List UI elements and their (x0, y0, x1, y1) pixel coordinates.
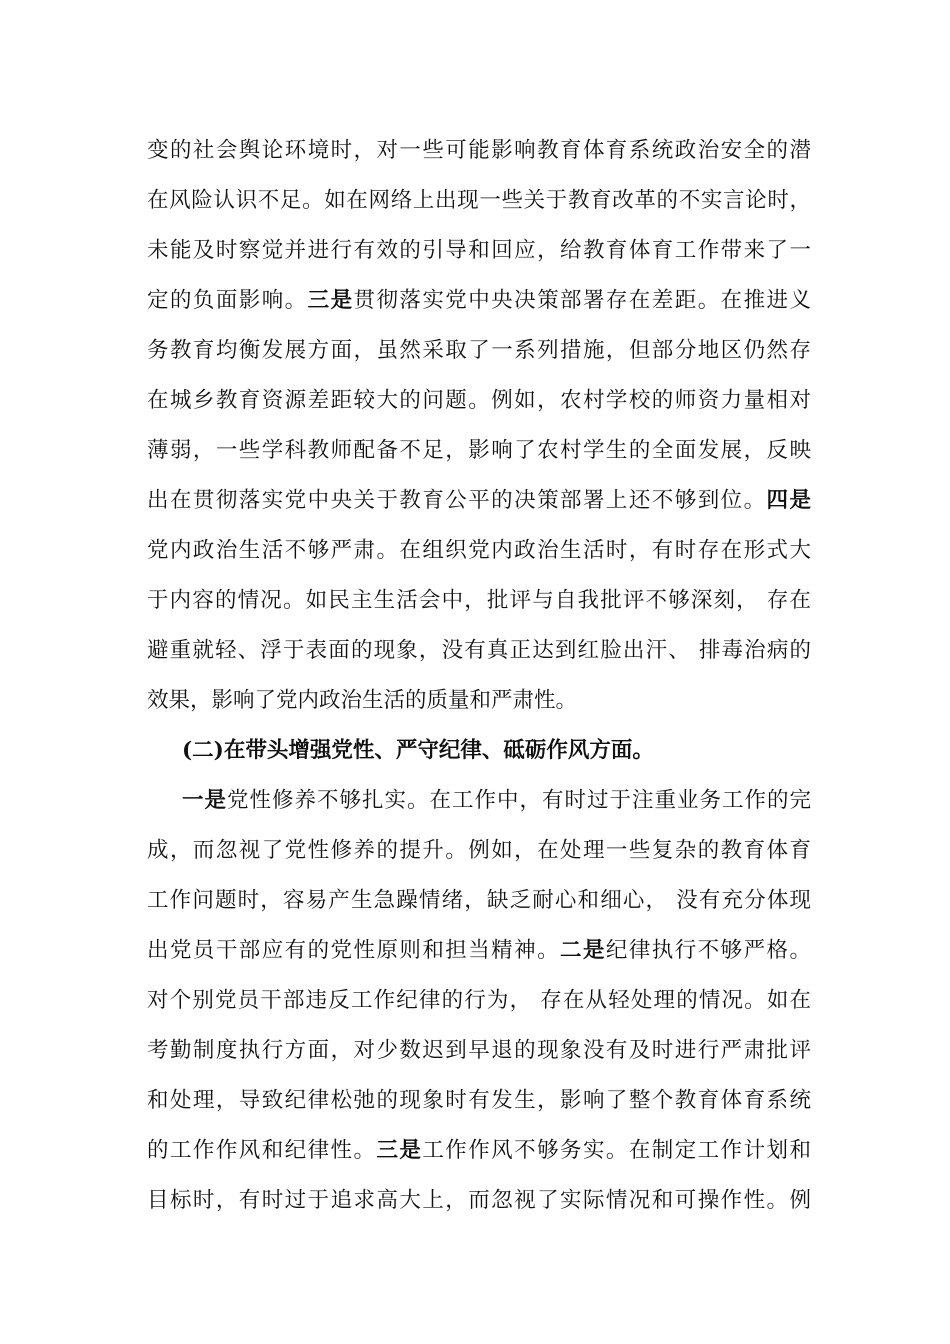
text-run: 工作作风不够务实。在制定工作计划和 (422, 1138, 811, 1163)
text-run: 未能及时察觉并进行有效的引导和回应，给教育体育工作带来了一 (147, 238, 811, 263)
text-line-19 (147, 1036, 811, 1066)
text-line-17 (147, 936, 811, 966)
text-run: 考勤制度执行方面，对少数迟到早退的现象没有及时进行严肃批评 (147, 1038, 811, 1063)
text-run: 纪律执行不够严格。 (605, 938, 811, 963)
text-run: 工作问题时，容易产生急躁情绪，缺乏耐心和细心， 没有充分体现 (147, 888, 811, 913)
text-line-12 (147, 686, 811, 716)
text-line-7 (147, 436, 811, 466)
text-run: 定的负面影响。 (147, 288, 308, 313)
text-run: 避重就轻、浮于表面的现象，没有真正达到红脸出汗、 排毒治病的 (147, 638, 811, 663)
text-line-9 (147, 536, 811, 566)
text-line-1 (147, 136, 811, 166)
text-run: 效果，影响了党内政治生活的质量和严肃性。 (147, 688, 578, 713)
text-run: 在风险认识不足。如在网络上出现一些关于教育改革的不实言论时， (147, 188, 811, 213)
text-line-2 (147, 186, 811, 216)
text-run: 成，而忽视了党性修养的提升。例如，在处理一些复杂的教育体育 (147, 838, 811, 863)
text-line-20 (147, 1086, 811, 1116)
text-line-14 (182, 786, 811, 816)
text-run: 的工作作风和纪律性。 (147, 1138, 377, 1163)
emphasis-run: 一是 (182, 788, 227, 813)
section-heading (182, 736, 811, 766)
text-line-15 (147, 836, 811, 866)
text-run: 贯彻落实党中央决策部署存在差距。在推进义 (353, 288, 811, 313)
text-run: 薄弱，一些学科教师配备不足，影响了农村学生的全面发展，反映 (147, 438, 811, 463)
text-line-18 (147, 986, 811, 1016)
emphasis-run: 三是 (307, 288, 354, 313)
emphasis-run: 三是 (376, 1138, 423, 1163)
text-line-21 (147, 1136, 811, 1166)
text-run: 务教育均衡发展方面，虽然采取了一系列措施，但部分地区仍然存 (147, 338, 811, 363)
text-run: 于内容的情况。如民主生活会中，批评与自我批评不够深刻， 存在 (147, 588, 811, 613)
text-run: 目标时，有时过于追求高大上，而忽视了实际情况和可操作性。例 (147, 1188, 811, 1213)
text-run: 出在贯彻落实党中央关于教育公平的决策部署上还不够到位。 (147, 488, 767, 513)
text-line-4 (147, 286, 811, 316)
text-run: 在城乡教育资源差距较大的问题。例如，农村学校的师资力量相对 (147, 388, 811, 413)
text-line-3 (147, 236, 811, 266)
text-line-5 (147, 336, 811, 366)
text-run: 党性修养不够扎实。在工作中，有时过于注重业务工作的完 (227, 788, 811, 813)
text-line-10 (147, 586, 811, 616)
text-line-6 (147, 386, 811, 416)
emphasis-run: 二是 (560, 938, 606, 963)
text-run: 变的社会舆论环境时，对一些可能影响教育体育系统政治安全的潜 (147, 138, 811, 163)
text-run: 对个别党员干部违反工作纪律的行为， 存在从轻处理的情况。如在 (147, 988, 811, 1013)
text-run: 党内政治生活不够严肃。在组织党内政治生活时，有时存在形式大 (147, 538, 811, 563)
text-line-16 (147, 886, 811, 916)
text-run: 出党员干部应有的党性原则和担当精神。 (147, 938, 561, 963)
text-run: 和处理，导致纪律松弛的现象时有发生，影响了整个教育体育系统 (147, 1088, 811, 1113)
text-line-11 (147, 636, 811, 666)
emphasis-run: 四是 (766, 488, 811, 513)
text-line-22 (147, 1186, 811, 1216)
text-line-8 (147, 486, 811, 516)
heading-text: (二)在带头增强党性、严守纪律、砥砺作风方面。 (182, 738, 654, 763)
